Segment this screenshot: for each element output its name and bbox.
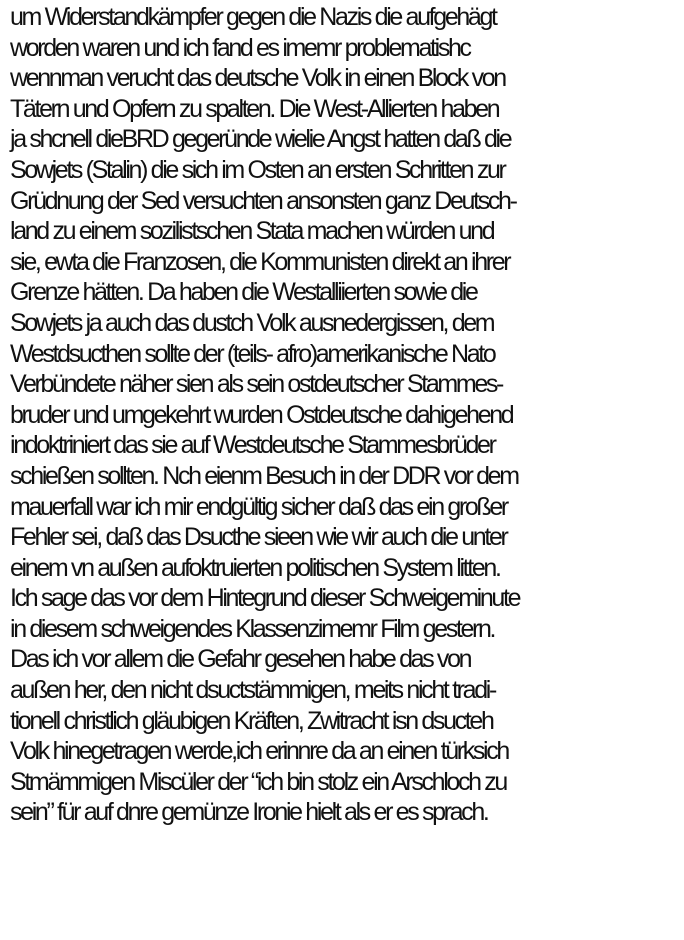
- text-line: sie, ewta die Franzosen, die Kommunisten direkt an ihrer: [10, 247, 510, 276]
- text-line: einem vn außen aufoktruierten politischen System litten.: [10, 553, 500, 582]
- text-line: um Widerstandkämpfer gegen die Nazis die aufgehägt: [10, 3, 496, 31]
- text-line: bruder und umgekehrt wurden Ostdeutsche dahigehend: [10, 400, 513, 429]
- text-line: land zu einem sozilistschen Stata machen würden und: [10, 217, 494, 246]
- text-line: Das ich vor allem die Gefahr gesehen habe das von: [10, 645, 471, 674]
- text-line: mauerfall war ich mir endgültig sicher daß das ein großer: [10, 492, 507, 521]
- text-line: schießen sollten. Nch eienm Besuch in der DDR vor dem: [10, 461, 518, 490]
- text-line: Verbündete näher sien als sein ostdeutscher Stammes-: [10, 370, 503, 399]
- text-line: tionell christlich gläubigen Kräften, Zwitracht isn dsucteh: [10, 706, 493, 735]
- text-line: Volk hinegetragen werde,ich erinnre da an einen türksich: [10, 737, 508, 766]
- text-line: Tätern und Opfern zu spalten. Die West-Allierten haben: [10, 94, 499, 123]
- text-line: Westdsucthen sollte der (teils- afro)amerikanische Nato: [10, 339, 495, 368]
- text-line: Fehler sei, daß das Dsucthe sieen wie wir auch die unter: [10, 523, 507, 552]
- text-line: sein” für auf dnre gemünze Ironie hielt als er es sprach.: [10, 798, 488, 827]
- text-line: außen her, den nicht dsuctstämmigen, meits nicht tradi-: [10, 676, 495, 705]
- text-line: worden waren und ich fand es imemr problematishc: [10, 33, 470, 62]
- document-body: [10, 2, 682, 828]
- text-line: indoktriniert das sie auf Westdeutsche Stammesbrüder: [10, 431, 495, 460]
- text-line: Grüdnung der Sed versuchten ansonsten ganz Deutsch-: [10, 186, 516, 215]
- text-line: Sowjets (Stalin) die sich im Osten an ersten Schritten zur: [10, 155, 505, 184]
- text-line: Stmämmigen Miscüler der “ich bin stolz ein Arschloch zu: [10, 767, 506, 796]
- text-line: Sowjets ja auch das dustch Volk ausnedergissen, dem: [10, 308, 494, 337]
- text-line: in diesem schweigendes Klassenzimemr Film gestern.: [10, 614, 495, 643]
- text-line: Grenze hätten. Da haben die Westalliierten sowie die: [10, 278, 477, 307]
- text-line: ja shcnell dieBRD gegeründe wielie Angst hatten daß die: [10, 125, 511, 154]
- text-line: wennman verucht das deutsche Volk in einen Block von: [10, 64, 505, 93]
- text-line: Ich sage das vor dem Hintegrund dieser Schweigeminute: [10, 584, 520, 613]
